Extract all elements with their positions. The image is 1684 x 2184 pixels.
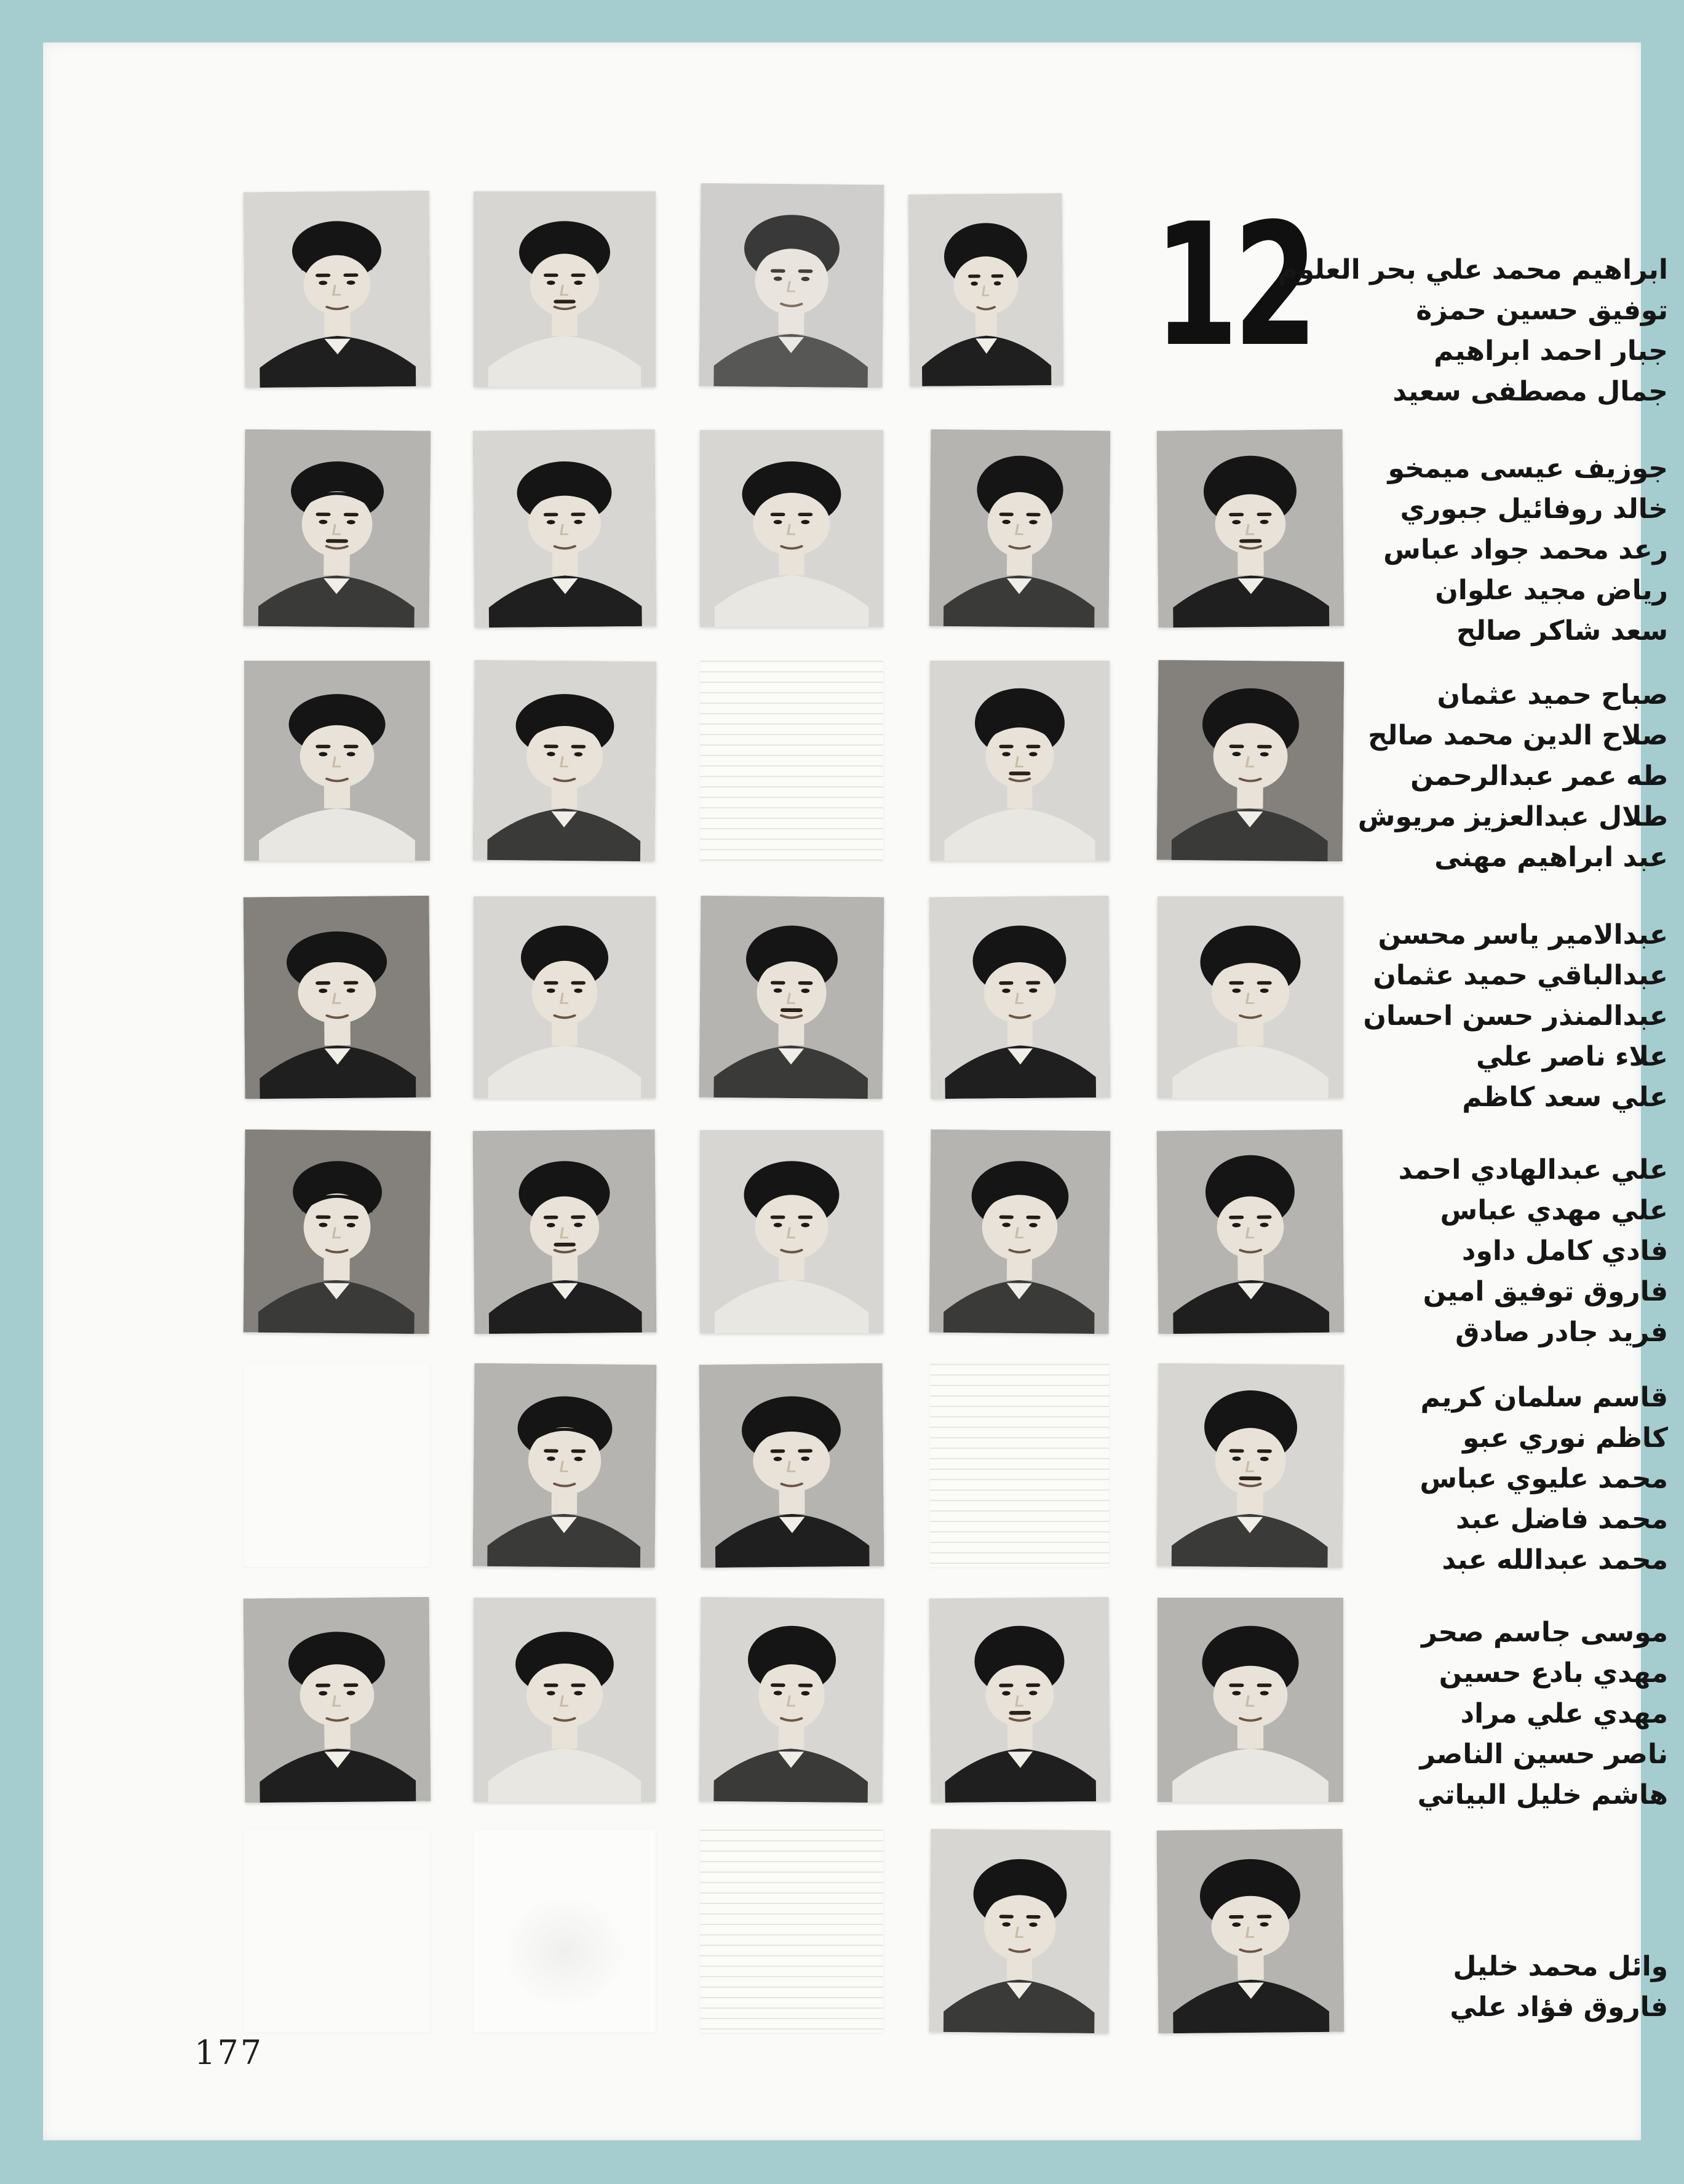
name-group	[1324, 1612, 1668, 1815]
blank-lined-photo-slot	[700, 1830, 883, 2033]
portrait-photo	[699, 1597, 884, 1803]
name-group	[1277, 250, 1668, 412]
student-name: علي مهدي عباس	[1440, 1195, 1668, 1226]
student-name: وائل محمد خليل	[1453, 1951, 1668, 1982]
student-name: عبد ابراهيم مهنى	[1434, 842, 1668, 873]
page-number: 177	[194, 2033, 264, 2072]
faded-blank-photo-slot	[474, 1830, 656, 2033]
portrait-photo	[699, 1363, 884, 1568]
portrait-photo	[929, 896, 1111, 1099]
student-name: توفيق حسين حمزة	[1416, 295, 1668, 326]
portrait-photo	[1158, 1598, 1343, 1802]
blank-lined-photo-slot	[930, 1364, 1110, 1567]
name-group	[1324, 1947, 1668, 2028]
portrait-photo	[699, 896, 884, 1099]
student-name: مهدي علي مراد	[1460, 1698, 1668, 1729]
student-name: صباح حميد عثمان	[1437, 679, 1668, 711]
student-name: علي سعد كاظم	[1462, 1082, 1668, 1113]
portrait-photo	[929, 429, 1111, 628]
portrait-photo	[908, 193, 1064, 386]
yearbook-sheet	[43, 42, 1668, 2140]
student-name: علاء ناصر علي	[1475, 1041, 1668, 1072]
portrait-photo	[1158, 896, 1343, 1098]
student-name: خالد روفائيل جبوري	[1400, 493, 1668, 525]
student-name: جبار احمد ابراهيم	[1434, 335, 1668, 367]
blank-photo-slot	[244, 1830, 430, 2033]
student-name: فادي كامل داود	[1461, 1235, 1668, 1267]
portrait-photo	[929, 1130, 1111, 1334]
student-name: محمد فاضل عبد	[1455, 1504, 1668, 1535]
portrait-photo	[700, 1130, 883, 1333]
student-name: عبدالمنذر حسن احسان	[1363, 1000, 1668, 1032]
portrait-photo	[473, 660, 657, 862]
student-name: قاسم سلمان كريم	[1420, 1382, 1668, 1413]
portrait-photo	[474, 896, 656, 1098]
student-name: صلاح الدين محمد صالح	[1368, 720, 1668, 751]
student-name: عبدالباقي حميد عثمان	[1373, 960, 1668, 991]
student-name: رياض مجيد علوان	[1435, 575, 1668, 606]
portrait-photo	[1157, 1829, 1344, 2034]
student-name: رعد محمد جواد عباس	[1383, 534, 1668, 565]
portrait-photo	[699, 183, 884, 388]
student-name: عبدالامير ياسر محسن	[1378, 919, 1668, 951]
portrait-photo	[473, 429, 657, 628]
student-name: ابراهيم محمد علي بحر العلوم	[1277, 254, 1668, 285]
student-name: طلال عبدالعزيز مريوش	[1357, 801, 1668, 832]
student-name: فريد جادر صادق	[1455, 1317, 1668, 1348]
name-group	[1324, 1150, 1668, 1353]
portrait-photo	[244, 191, 431, 388]
blank-lined-photo-slot	[700, 661, 883, 861]
portrait-photo	[473, 1363, 657, 1568]
portrait-photo	[700, 430, 883, 627]
name-group	[1324, 675, 1668, 878]
student-name: ناصر حسين الناصر	[1420, 1739, 1668, 1770]
student-name: طه عمر عبدالرحمن	[1410, 760, 1668, 792]
student-name: فاروق توفيق امين	[1423, 1276, 1668, 1307]
name-group	[1324, 915, 1668, 1118]
student-name: هاشم خليل البياتي	[1417, 1779, 1668, 1811]
student-name: جوزيف عيسى ميمخو	[1388, 453, 1668, 484]
portrait-photo	[1157, 660, 1344, 862]
student-name: محمد عبدالله عبد	[1442, 1544, 1668, 1576]
student-name: محمد عليوي عباس	[1420, 1463, 1668, 1494]
portrait-photo	[244, 896, 431, 1099]
portrait-photo	[1157, 1130, 1344, 1334]
student-name: مهدي بادع حسين	[1439, 1657, 1668, 1689]
student-name: موسى جاسم صحر	[1421, 1617, 1668, 1648]
portrait-photo	[1157, 1363, 1344, 1568]
portrait-photo	[244, 1130, 431, 1334]
portrait-photo	[473, 1130, 657, 1334]
student-name: سعد شاكر صالح	[1456, 615, 1668, 647]
student-name: كاظم نوري عبو	[1462, 1422, 1668, 1454]
portrait-photo	[929, 1597, 1111, 1803]
portrait-photo	[244, 429, 431, 628]
portrait-photo	[244, 1597, 431, 1803]
portrait-photo	[930, 661, 1110, 861]
portrait-photo	[474, 191, 656, 387]
blank-photo-slot	[244, 1364, 430, 1567]
portrait-photo	[244, 661, 430, 861]
portrait-photo	[929, 1829, 1111, 2034]
name-group	[1324, 1377, 1668, 1580]
student-name: جمال مصطفى سعيد	[1392, 376, 1668, 407]
student-name: علي عبدالهادي احمد	[1398, 1154, 1668, 1186]
name-group	[1324, 448, 1668, 652]
portrait-photo	[1157, 429, 1344, 628]
grade-number: 12	[1154, 187, 1313, 384]
student-name: فاروق فؤاد علي	[1450, 1991, 1668, 2023]
portrait-photo	[474, 1598, 656, 1802]
